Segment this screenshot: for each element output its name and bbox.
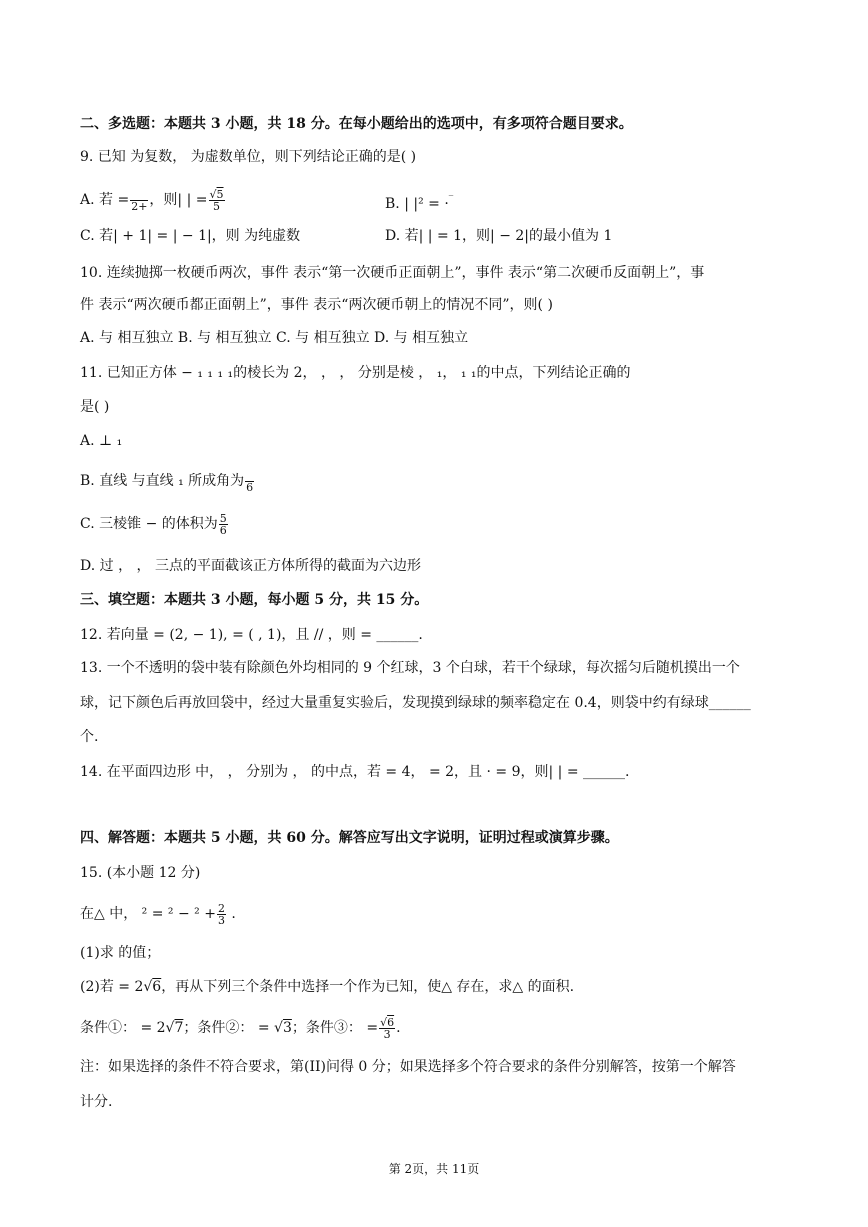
- q15-part-1: (1)求 的值；: [80, 945, 161, 961]
- q14: 14. 在平面四边形 中， ， 分别为 ， 的中点，若 = 4， = 2，且 · = 9，则| | = ______.: [80, 764, 630, 780]
- q11-c-fraction: $\frac{5}{6}$: [219, 511, 227, 537]
- q12: 12. 若向量 = (2, − 1), = ( , 1)，且 // ，则 = ______.: [80, 627, 423, 643]
- q11-option-a: A. ⊥ ₁: [80, 433, 123, 449]
- q9-a-fraction: 2+: [130, 189, 148, 212]
- q9-a-root-fraction: $\frac{√5}{5}$: [209, 187, 224, 213]
- q11-line-1: 11. 已知正方体 − ₁ ₁ ₁ ₁的棱长为 2， ， ， 分别是棱 ， ₁， ₁ ₁的中点，下列结论正确的: [80, 365, 631, 381]
- q9-option-c: C. 若| + 1| = | − 1|，则 为纯虚数: [80, 228, 301, 244]
- q9-a-prefix: A. 若 =: [80, 192, 130, 208]
- cond3-fraction: $\frac{√6}{3}$: [380, 1015, 395, 1041]
- q15-equation: 在△ 中， ² = ² − ² + $\frac{2}{3}$ .: [80, 901, 236, 927]
- q13-line-1: 13. 一个不透明的袋中装有除颜色外均相同的 9 个红球，3 个白球，若干个绿球，每次摇匀后随机摸出一个: [80, 660, 740, 676]
- q11-b-fraction: 6: [245, 470, 254, 493]
- q11-option-b: B. 直线 与直线 ₁ 所成角为 6: [80, 467, 255, 495]
- q15-fraction: $\frac{2}{3}$: [217, 901, 225, 927]
- q13-line-3: 个.: [80, 729, 99, 745]
- q11-option-c: C. 三棱锥 − 的体积为 $\frac{5}{6}$: [80, 511, 227, 537]
- q10-line-1: 10. 连续抛掷一枚硬币两次，事件 表示“第一次硬币正面朝上”，事件 表示“第二次硬币反面朝上”，事: [80, 265, 705, 281]
- section-4-title: 四、解答题：本题共 5 小题，共 60 分。解答应写出文字说明，证明过程或演算步骤。: [80, 830, 619, 846]
- q9-option-d: D. 若| | = 1，则| − 2|的最小值为 1: [385, 228, 613, 244]
- q15-conditions: 条件①： = 2√7；条件②： = √3；条件③： = $\frac{√6}{3}$ .: [80, 1015, 401, 1041]
- q9-stem: 9. 已知 为复数， 为虚数单位，则下列结论正确的是( ): [80, 149, 417, 165]
- q9-option-a: [80, 186, 226, 214]
- note-line-1: 注：如果选择的条件不符合要求，第(II)问得 0 分；如果选择多个符合要求的条件分别解答，按第一个解答: [80, 1059, 736, 1075]
- q10-options: A. 与 相互独立 B. 与 相互独立 C. 与 相互独立 D. 与 相互独立: [80, 330, 469, 346]
- q10-line-2: 件 表示“两次硬币都正面朝上”，事件 表示“两次硬币朝上的情况不同”，则( ): [80, 297, 553, 313]
- q15-heading: 15. (本小题 12 分): [80, 865, 201, 881]
- section-2-title: 二、多选题：本题共 3 小题，共 18 分。在每小题给出的选项中，有多项符合题目要求。: [80, 116, 633, 132]
- q11-option-d: D. 过 ， ， 三点的平面截该正方体所得的截面为六边形: [80, 558, 421, 574]
- q11-line-2: 是( ): [80, 399, 110, 415]
- q9-a-middle: ，则| | =: [149, 192, 208, 208]
- section-3-title: 三、填空题：本题共 3 小题，每小题 5 分，共 15 分。: [80, 592, 429, 608]
- page-footer: 第 2页，共 11页: [388, 1162, 480, 1176]
- q13-line-2: 球，记下颜色后再放回袋中，经过大量重复实验后，发现摸到绿球的频率稳定在 0.4，则袋中约有绿球______: [80, 695, 751, 711]
- q9-option-b: B. | |² = ·‾: [385, 195, 454, 212]
- q15-part-2: (2)若 = 2√6，再从下列三个条件中选择一个作为已知，使△ 存在，求△ 的面积.: [80, 979, 575, 995]
- note-line-2: 计分.: [80, 1094, 113, 1110]
